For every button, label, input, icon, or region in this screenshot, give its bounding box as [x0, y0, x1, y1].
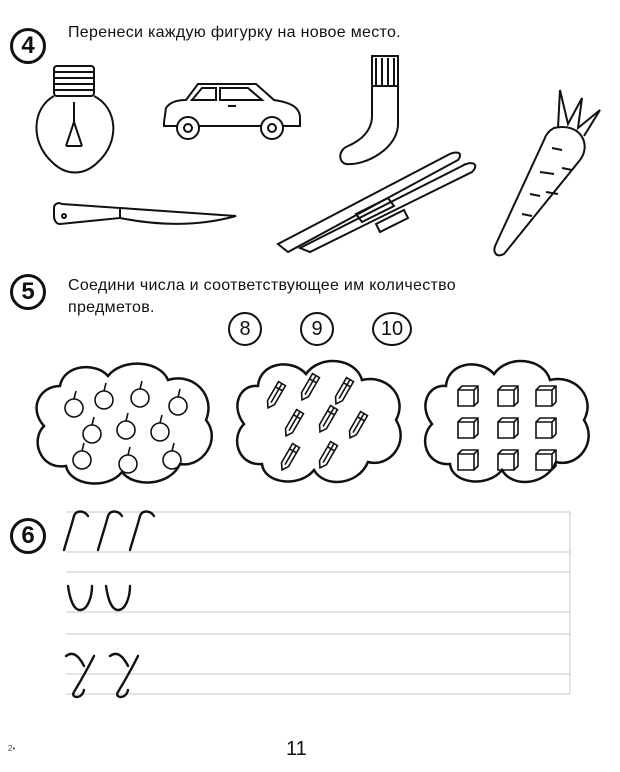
- number-10-circle[interactable]: 10: [372, 312, 412, 346]
- number-9-circle[interactable]: 9: [300, 312, 334, 346]
- cube-icon: [498, 386, 518, 406]
- apple-icon: [83, 417, 101, 443]
- task-5-badge: 5: [10, 274, 46, 310]
- car-icon: [158, 78, 308, 144]
- lightbulb-icon: [30, 62, 120, 182]
- apple-icon: [117, 413, 135, 439]
- cube-icon: [536, 418, 556, 438]
- knife-icon: [50, 200, 240, 234]
- pencil-icon: [279, 444, 300, 472]
- pencil-icon: [265, 382, 286, 410]
- apple-icon: [151, 415, 169, 441]
- apple-icon: [65, 391, 83, 417]
- cube-icon: [536, 386, 556, 406]
- apple-icon: [169, 389, 187, 415]
- pencil-icon: [283, 410, 304, 438]
- cube-icon: [458, 418, 478, 438]
- task-6-badge: 6: [10, 518, 46, 554]
- apple-icon: [73, 443, 91, 469]
- apple-icon: [131, 381, 149, 407]
- cloud-outline: [37, 364, 212, 484]
- letter-r-sample: [64, 512, 88, 551]
- pencil-icon: [347, 412, 368, 440]
- pencil-icon: [299, 374, 320, 402]
- cloud-apples[interactable]: [30, 356, 220, 490]
- task-4-badge: 4: [10, 28, 46, 64]
- pencil-icon: [317, 442, 338, 470]
- task-5-instruction-line2: предметов.: [68, 299, 155, 316]
- carrot-icon: [488, 88, 606, 260]
- task-5-instruction-line1: Соедини числа и соответствующее им количество: [68, 277, 456, 294]
- apple-icon: [95, 383, 113, 409]
- cube-icon: [498, 450, 518, 470]
- pencil-icon: [317, 406, 338, 434]
- letter-y-sample: [110, 654, 138, 697]
- cloud-pencils[interactable]: [232, 352, 408, 490]
- page-number: 11: [286, 738, 307, 760]
- cloud-cubes[interactable]: [420, 352, 596, 490]
- number-8-circle[interactable]: 8: [228, 312, 262, 346]
- cube-icon: [498, 418, 518, 438]
- task-4-instruction: Перенеси каждую фигурку на новое место.: [68, 24, 401, 41]
- pencil-icon: [333, 378, 354, 406]
- cube-icon: [458, 386, 478, 406]
- letter-r-sample: [98, 512, 122, 551]
- letter-v-sample: [68, 586, 92, 610]
- skis-icon: [276, 148, 480, 252]
- apple-icon: [119, 447, 137, 473]
- corner-mark: 2•: [8, 744, 16, 753]
- letter-y-sample: [66, 654, 94, 697]
- letter-r-sample: [130, 512, 154, 551]
- handwriting-ruled-area[interactable]: [58, 506, 574, 716]
- cube-icon: [458, 450, 478, 470]
- letter-v-sample: [106, 586, 130, 610]
